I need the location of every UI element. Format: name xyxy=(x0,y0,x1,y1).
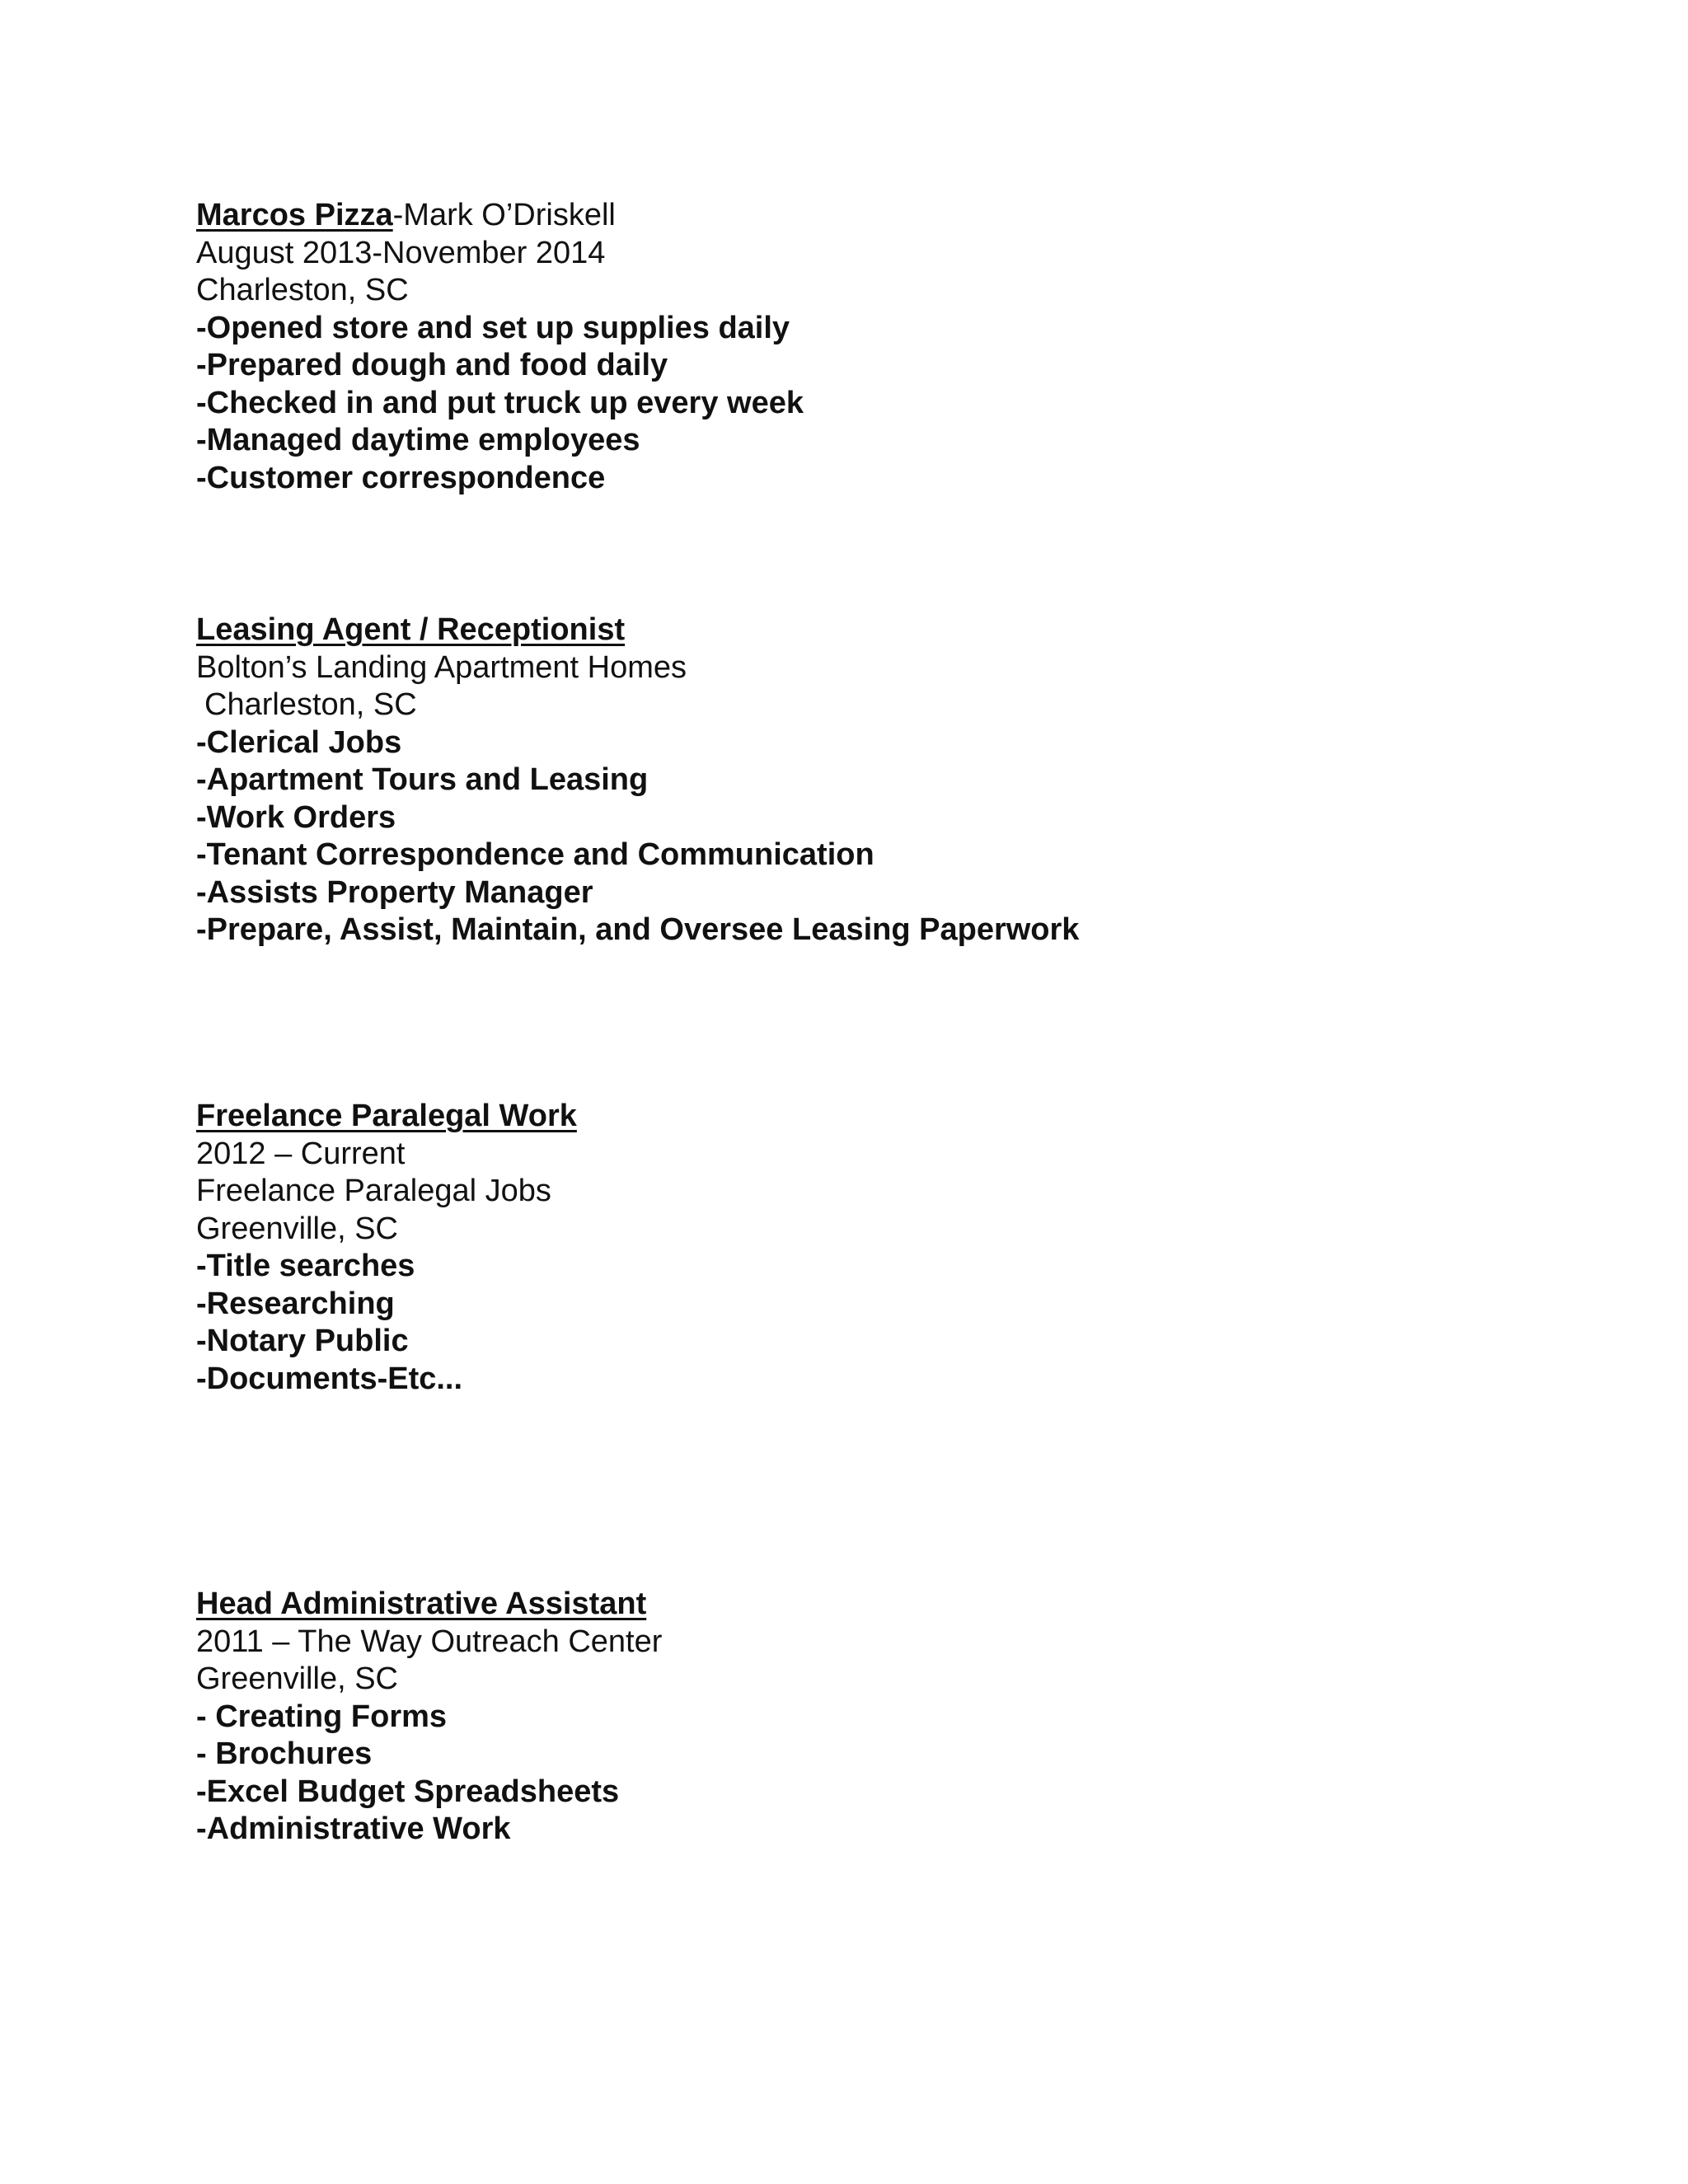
duty-item: - Brochures xyxy=(196,1736,373,1771)
job-title: Head Administrative Assistant xyxy=(196,1586,647,1621)
duty-item: -Notary Public xyxy=(196,1324,409,1358)
job-title: Freelance Paralegal Work xyxy=(196,1099,577,1133)
job-dates: August 2013-November 2014 xyxy=(196,235,606,270)
job-section-freelance-paralegal xyxy=(196,1098,1432,1398)
job-heading xyxy=(196,612,1432,649)
job-employer: Bolton’s Landing Apartment Homes xyxy=(196,649,687,685)
duty-item: -Managed daytime employees xyxy=(196,423,640,457)
duty-item: -Checked in and put truck up every week xyxy=(196,385,804,420)
duty-item: -Assists Property Manager xyxy=(196,874,593,910)
duty-item: -Prepared dough and food daily xyxy=(196,348,668,382)
duty-item: - Creating Forms xyxy=(196,1699,448,1734)
job-heading xyxy=(196,1098,1432,1136)
job-location: Charleston, SC xyxy=(196,273,409,307)
job-employer: Freelance Paralegal Jobs xyxy=(196,1174,551,1208)
job-location: Charleston, SC xyxy=(204,687,417,722)
duty-item: -Researching xyxy=(196,1286,395,1321)
duty-item: -Apartment Tours and Leasing xyxy=(196,762,649,797)
duty-item: -Opened store and set up supplies daily xyxy=(196,310,790,345)
duty-item: -Documents-Etc... xyxy=(196,1361,463,1396)
duty-item: -Excel Budget Spreadsheets xyxy=(196,1774,620,1809)
job-title: Leasing Agent / Receptionist xyxy=(196,612,626,647)
duty-item: -Title searches xyxy=(196,1249,415,1283)
duty-item: -Tenant Correspondence and Communication xyxy=(196,837,874,872)
duty-item: -Administrative Work xyxy=(196,1811,511,1846)
job-heading xyxy=(196,197,1432,235)
job-heading xyxy=(196,1586,1432,1624)
job-employer-contact: -Mark O’Driskell xyxy=(392,198,616,232)
job-section-head-admin-assistant xyxy=(196,1586,1432,1849)
job-section-marcos-pizza xyxy=(196,197,1432,497)
duty-item: -Prepare, Assist, Maintain, and Oversee Leasing Paperwork xyxy=(196,912,1080,947)
job-dates-employer: 2011 – The Way Outreach Center xyxy=(196,1624,663,1659)
job-location: Greenville, SC xyxy=(196,1661,398,1696)
duty-item: -Customer correspondence xyxy=(196,460,606,495)
job-location: Greenville, SC xyxy=(196,1211,398,1246)
job-dates: 2012 – Current xyxy=(196,1136,406,1171)
duty-item: -Work Orders xyxy=(196,799,396,835)
job-title: Marcos Pizza xyxy=(196,198,393,232)
job-section-leasing-agent xyxy=(196,612,1432,949)
duty-item: -Clerical Jobs xyxy=(196,724,402,760)
